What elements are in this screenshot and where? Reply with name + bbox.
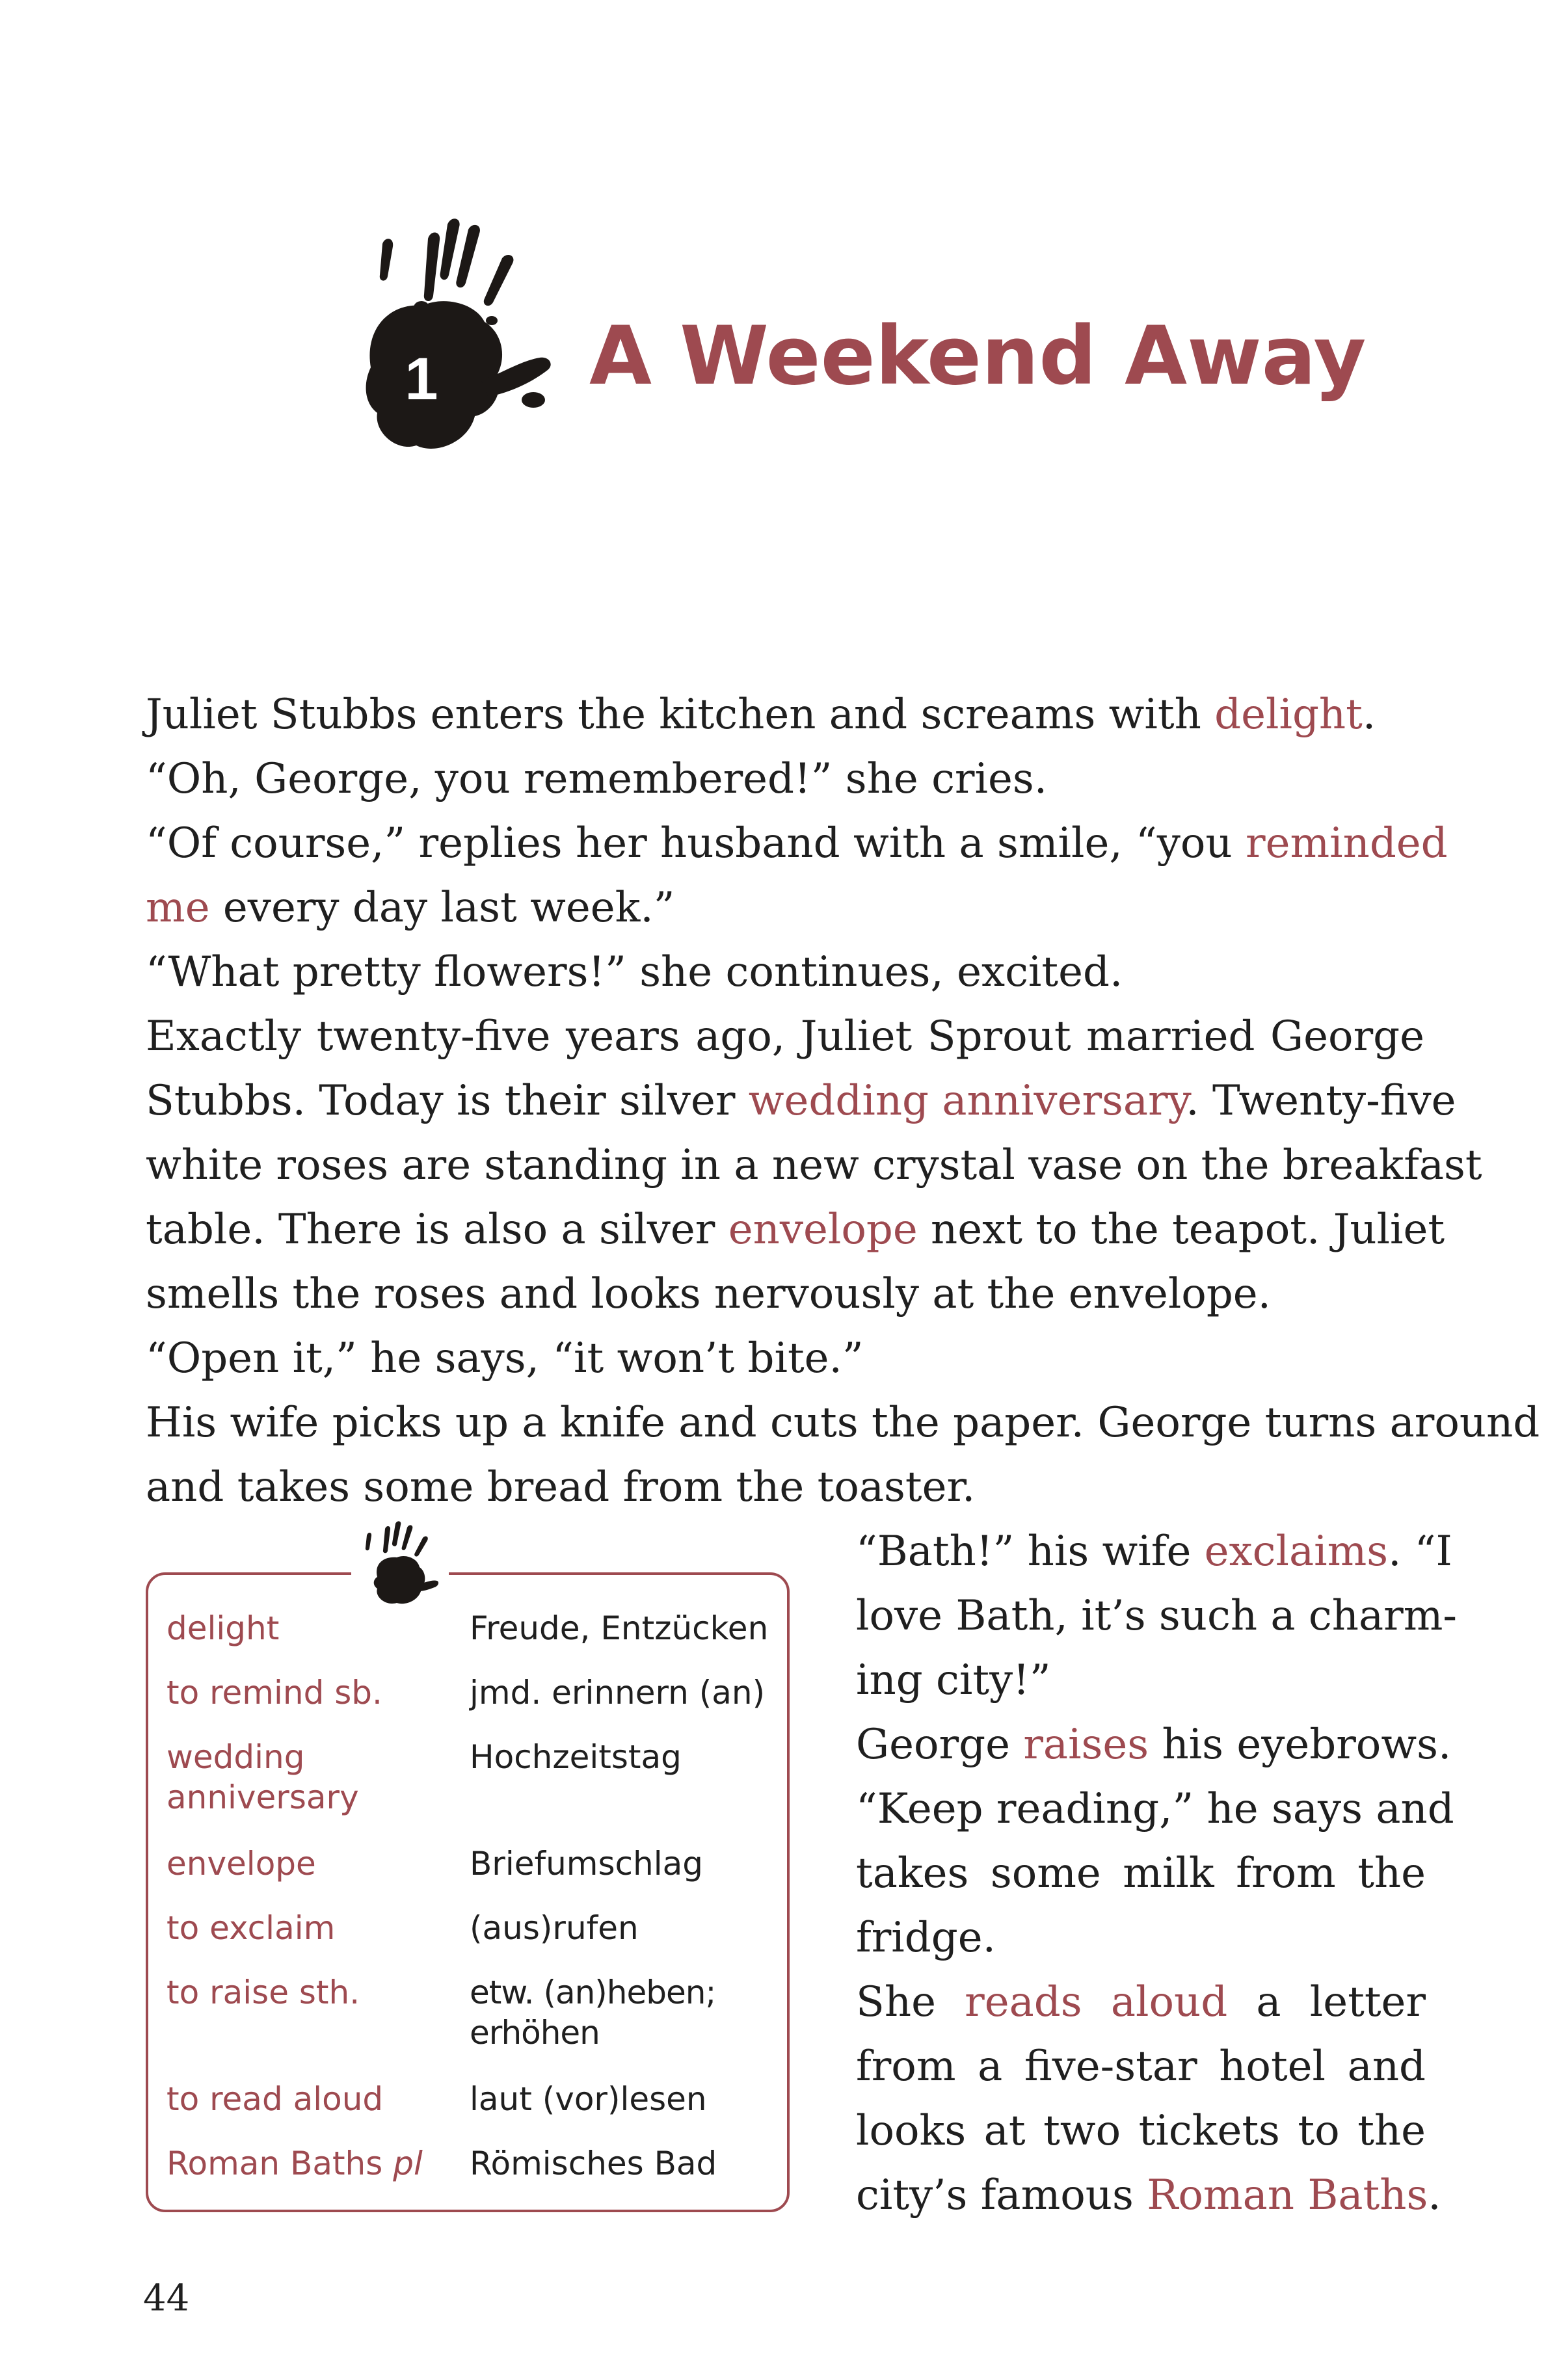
glossary-entry-definition: jmd. erinnern (an) <box>470 1674 766 1712</box>
paragraph-line: “Of course,” replies her husband with a smile, “you reminded <box>146 819 1448 867</box>
glossary-entry-definition: laut (vor)lesen <box>470 2080 707 2118</box>
right-column-line: fridge. <box>856 1914 996 1962</box>
glossary-entry-definition: Römisches Bad <box>470 2145 717 2182</box>
paragraph-line: “Oh, George, you remembered!” she cries. <box>146 755 1048 803</box>
glossary-term: raises <box>1023 1721 1149 1769</box>
glossary-entry-definition: etw. (an)heben; erhöhen <box>470 1974 716 2052</box>
glossary-term: envelope <box>728 1206 918 1254</box>
small-handprint-icon <box>345 1512 449 1616</box>
glossary-entry-term: wedding anniversary <box>167 1738 359 1816</box>
paragraph-line: “Open it,” he says, “it won’t bite.” <box>146 1334 864 1382</box>
glossary-term: wedding anniversary <box>748 1077 1186 1125</box>
glossary-term: reminded <box>1245 819 1448 867</box>
paragraph-line: smells the roses and looks nervously at the envelope. <box>146 1270 1271 1318</box>
chapter-number: 1 <box>405 346 438 412</box>
glossary-entry-term: envelope <box>167 1845 316 1883</box>
glossary-term: delight <box>1214 691 1363 739</box>
glossary-entry-term: to read aloud <box>167 2080 384 2118</box>
glossary-entry-term: to remind sb. <box>167 1674 382 1712</box>
glossary-entry-definition: Freude, Entzücken <box>470 1609 769 1647</box>
right-column-line: love Bath, it’s such a charm- <box>856 1592 1457 1640</box>
glossary-entry-term: to raise sth. <box>167 1974 360 2011</box>
chapter-heading <box>345 198 1385 471</box>
paragraph-line: me every day last week.” <box>146 884 675 932</box>
right-column-line: looks at two tickets to the <box>856 2107 1426 2155</box>
glossary-entry-term: Roman Baths pl <box>167 2145 423 2182</box>
glossary-term: reads aloud <box>965 1978 1228 2026</box>
plural-marker: pl <box>393 2145 423 2182</box>
paragraph-line: table. There is also a silver envelope next to the teapot. Juliet <box>146 1206 1445 1254</box>
glossary-entry-definition: (aus)rufen <box>470 1909 639 1947</box>
glossary-term: exclaims <box>1204 1527 1389 1576</box>
paragraph-line: and takes some bread from the toaster. <box>146 1463 976 1511</box>
chapter-title: A Weekend Away <box>589 310 1367 403</box>
right-column-line: ing city!” <box>856 1656 1051 1704</box>
page-number: 44 <box>143 2277 190 2320</box>
glossary-entry-definition: Briefumschlag <box>470 1845 704 1883</box>
paragraph-line: Juliet Stubbs enters the kitchen and screams with delight. <box>146 691 1376 739</box>
right-column-line: She reads aloud a letter <box>856 1978 1426 2026</box>
paragraph-line: white roses are standing in a new crystal vase on the breakfast <box>146 1141 1482 1189</box>
glossary-entry-definition: Hochzeitstag <box>470 1738 682 1776</box>
right-column-line: city’s famous Roman Baths. <box>856 2171 1441 2219</box>
right-column-line: takes some milk from the <box>856 1849 1426 1897</box>
glossary-entry-term: delight <box>167 1609 280 1647</box>
glossary-term: Roman Baths <box>1147 2171 1428 2219</box>
paragraph-line: Exactly twenty-five years ago, Juliet Sprout married George <box>146 1012 1424 1061</box>
paragraph-line: Stubbs. Today is their silver wedding anniversary. Twenty-five <box>146 1077 1456 1125</box>
right-column-line: from a five-star hotel and <box>856 2043 1426 2091</box>
glossary-entry-term: to exclaim <box>167 1909 336 1947</box>
paragraph-line: His wife picks up a knife and cuts the paper. George turns around <box>146 1399 1540 1447</box>
right-column-line: “Keep reading,” he says and <box>856 1785 1454 1833</box>
right-column-line: George raises his eyebrows. <box>856 1721 1452 1769</box>
handprint-icon <box>345 198 592 458</box>
glossary-term: me <box>146 884 210 932</box>
paragraph-line: “What pretty flowers!” she continues, excited. <box>146 948 1123 996</box>
right-column-line: “Bath!” his wife exclaims. “I <box>856 1527 1452 1576</box>
